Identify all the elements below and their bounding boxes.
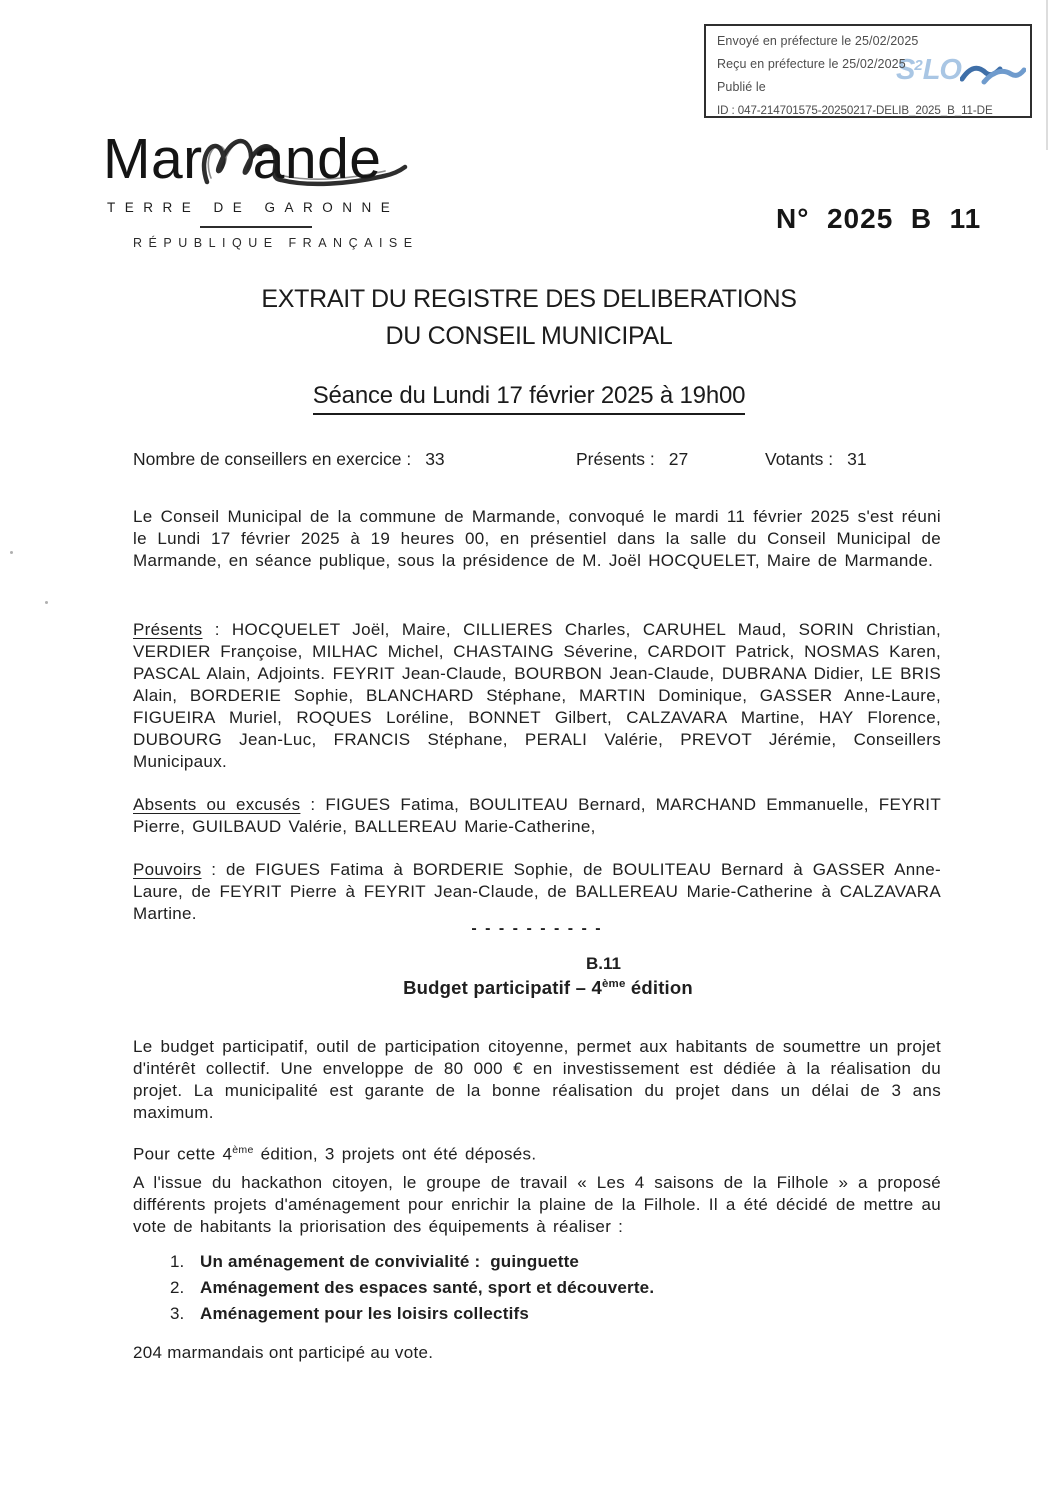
scan-edge-artifact — [1046, 0, 1048, 150]
s2lo-text: S — [896, 54, 915, 86]
document-title-line2: DU CONSEIL MUNICIPAL — [385, 322, 673, 350]
edition-paragraph — [133, 1139, 941, 1166]
absents-label: Absents ou excusés — [133, 795, 301, 814]
logo-caption: RÉPUBLIQUE FRANÇAISE — [133, 236, 419, 250]
s2lo-text-rest: LO — [922, 54, 961, 86]
stat-votants-value: 31 — [847, 449, 867, 469]
list-item — [133, 1249, 941, 1275]
absents-text: : FIGUES Fatima, BOULITEAU Bernard, MARCHAND Emmanuelle, FEYRIT Pierre, GUILBAUD Valérie, BALLEREAU Marie-Catherine, — [133, 795, 942, 836]
council-stats — [133, 449, 943, 473]
presents-label: Présents — [133, 620, 203, 639]
section-reference: B.11 — [586, 954, 621, 973]
section-title-main: Budget participatif – 4 — [403, 977, 602, 998]
document-title — [0, 281, 1058, 355]
stat-presents-value: 27 — [668, 449, 689, 469]
scan-speckle — [10, 551, 13, 554]
intro-paragraph: Le Conseil Municipal de la commune de Marmande, convoqué le mardi 11 février 2025 s'est réuni le Lundi 17 février 2025 à 19 heures 00, en présentiel dans la salle du Conseil Municipal de Marmande, en séance publique, sous la présidence de M. Joël HOCQUELET, Maire de Marmande. — [133, 507, 941, 570]
dashed-separator: - - - - - - - - - - — [471, 920, 603, 937]
logo-wordmark-part2: ande — [252, 127, 382, 191]
edition-paragraph-end: édition, 3 projets ont été déposés. — [253, 1144, 537, 1164]
pouvoirs-paragraph — [133, 859, 941, 925]
document-title-line1: EXTRAIT DU REGISTRE DES DELIBERATIONS — [261, 285, 797, 313]
session-title — [0, 382, 1058, 410]
stat-exercice-value: 33 — [425, 449, 445, 469]
list-item-text: Aménagement des espaces santé, sport et découverte. — [200, 1278, 655, 1297]
pouvoirs-text: : de FIGUES Fatima à BORDERIE Sophie, de BOULITEAU Bernard à GASSER Anne-Laure, de FEYRIT Pierre à FEYRIT Jean-Claude, de BALLEREAU Marie-Catherine à CALZAVARA Martine. — [133, 860, 941, 923]
stat-presents — [576, 449, 688, 470]
vote-result-line: 204 marmandais ont participé au vote. — [133, 1343, 434, 1362]
list-item-number: 2. — [170, 1278, 185, 1297]
section-title — [19, 977, 1058, 999]
list-item-text: Un aménagement de convivialité : guinguette — [200, 1252, 580, 1271]
presents-text: : HOCQUELET Joël, Maire, CILLIERES Charles, CARUHEL Maud, SORIN Christian, VERDIER Françoise, MILHAC Michel, CHASTAING Séverine, CARDOIT Patrick, NOSMAS Karen, PASCAL Alain, Adjoints. FEYRIT Jean-Claude, BOURBON Jean-Claude, DUBRANA Didier, LE BRIS Alain, BORDERIE Sophie, BLANCHARD Stéphane, MARTIN Dominique, GASSER Anne-Laure, FIGUEIRA Muriel, ROQUES Loréline, BONNET Gilbert, CALZAVARA Martine, HAY Florence, DUBOURG Jean-Luc, FRANCIS Stéphane, PERALI Valérie, PREVOT Jérémie, Conseillers Municipaux. — [133, 620, 941, 771]
pouvoirs-label: Pouvoirs — [133, 860, 202, 879]
scan-speckle — [45, 601, 48, 604]
prefecture-stamp-box — [704, 24, 1032, 118]
edition-paragraph-sup: ème — [232, 1144, 254, 1156]
logo-wordmark-part1: Mar — [103, 127, 203, 191]
list-item-number: 3. — [170, 1304, 185, 1323]
stamp-line-id: ID : 047-214701575-20250217-DELIB_2025_B_11-DE — [717, 104, 993, 117]
absents-paragraph — [133, 794, 941, 838]
stat-presents-label: Présents : — [576, 449, 655, 469]
stamp-line-publie: Publié le — [717, 80, 766, 94]
stat-votants-label: Votants : — [765, 449, 834, 469]
project-list — [133, 1249, 941, 1327]
list-item-number: 1. — [170, 1252, 185, 1271]
deliberation-number: N° 2025 B 11 — [776, 203, 982, 234]
stat-exercice-label: Nombre de conseillers en exercice : — [133, 449, 412, 469]
hackathon-paragraph: A l'issue du hackathon citoyen, le groupe de travail « Les 4 saisons de la Filhole » a proposé différents projets d'aménagement pour enrichir la plaine de la Filhole. Il a été décidé de mettre au vote de habitants la priorisation des équipements à réaliser : — [133, 1173, 941, 1236]
stamp-line-recu: Reçu en préfecture le 25/02/2025 — [717, 57, 906, 71]
stat-exercice — [133, 449, 445, 470]
logo-subtitle: TERRE DE GARONNE — [107, 200, 400, 215]
edition-paragraph-start: Pour cette 4 — [133, 1144, 233, 1164]
section-title-end: édition — [625, 977, 693, 998]
s2lo-exponent: 2 — [914, 57, 923, 74]
logo-wordmark — [103, 126, 433, 192]
stat-votants — [765, 449, 867, 470]
budget-paragraph: Le budget participatif, outil de participation citoyenne, permet aux habitants de soumettre un projet d'intérêt collectif. Une enveloppe de 80 000 € en investissement est dédiée à la réalisation du projet. La municipalité est garante de la bonne réalisation du projet dans un délai de 3 ans maximum. — [133, 1037, 941, 1122]
marmande-logo — [103, 126, 433, 250]
session-title-text: Séance du Lundi 17 février 2025 à 19h00 — [313, 382, 746, 415]
stamp-line-envoye: Envoyé en préfecture le 25/02/2025 — [717, 34, 919, 48]
section-title-sup: ème — [601, 977, 626, 990]
list-item-text: Aménagement pour les loisirs collectifs — [200, 1304, 530, 1323]
list-item — [133, 1275, 941, 1301]
logo-divider — [200, 226, 312, 228]
presents-paragraph — [133, 619, 941, 773]
list-item — [133, 1301, 941, 1327]
